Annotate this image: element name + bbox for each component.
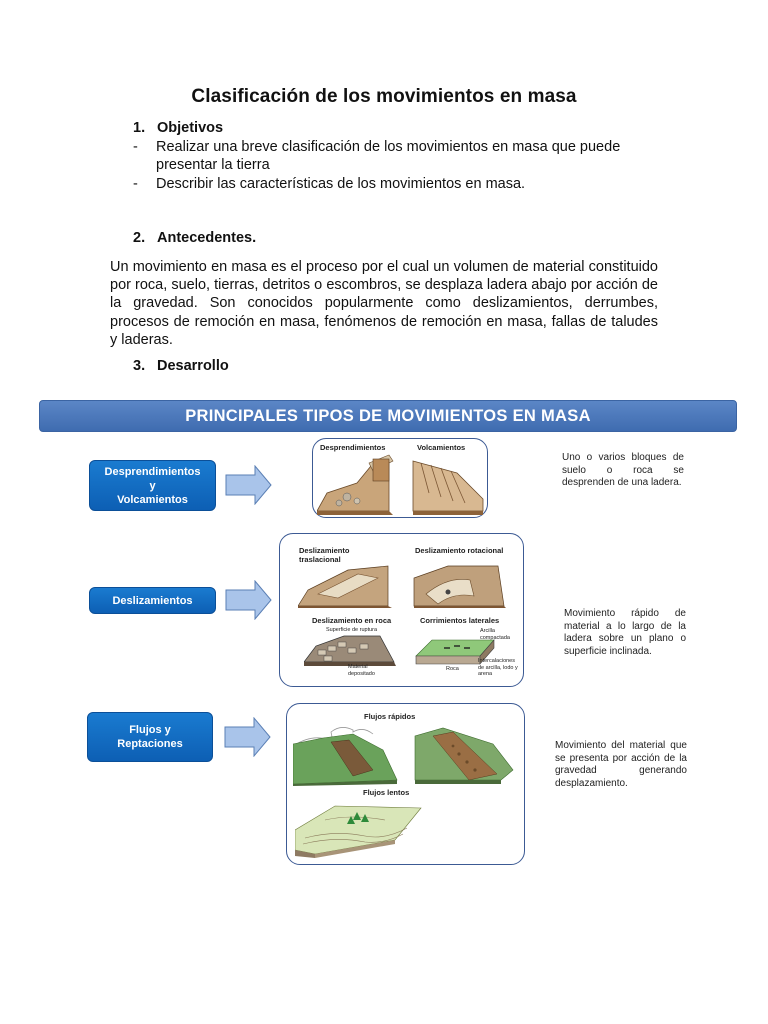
slow-flow-illustration (295, 800, 425, 858)
section-number: 3. (133, 358, 146, 374)
category-deslizamientos-box (89, 587, 216, 614)
illustration-small-label: Arcilla compactada (480, 628, 510, 641)
category-line: Desprendimientos (104, 465, 201, 478)
translational-rotational-slide-illustration (298, 564, 508, 608)
objective-bullet-1 (133, 138, 658, 174)
illustration-label: Deslizamiento en roca (312, 616, 392, 625)
description-deslizamientos: Movimiento rápido de material a lo largo de la ladera sobre un plano o superficie inclinada. (564, 608, 686, 657)
rockfall-toppling-illustration (317, 453, 485, 515)
illustration-label: Volcamientos (417, 443, 466, 452)
illustration-label: Flujos rápidos (364, 712, 416, 721)
illustration-box-flujos (286, 703, 525, 865)
category-line: Flujos y (129, 724, 171, 736)
illustration-small-label: Superficie de ruptura (326, 627, 378, 633)
category-line: Reptaciones (117, 738, 183, 750)
category-flujos-box (87, 712, 213, 762)
document-title: Clasificación de los movimientos en masa (191, 86, 577, 107)
illustration-small-label: Material depositado (348, 664, 375, 677)
figure-banner: PRINCIPALES TIPOS DE MOVIMIENTOS EN MASA (39, 400, 737, 432)
illustration-box-desprendimientos (312, 438, 488, 518)
section-title: Antecedentes. (157, 230, 257, 246)
bullet-text: Realizar una breve clasificación de los movimientos en masa que puede presentar la tierra (156, 139, 621, 173)
illustration-box-deslizamientos (279, 533, 524, 687)
category-line: Volcamientos (117, 493, 188, 506)
bullet-dash: - (133, 139, 138, 155)
category-line: y (149, 479, 156, 492)
rock-slide-lateral-spread-illustration (304, 634, 504, 668)
rapid-flow-illustration (293, 724, 519, 786)
section-antecedentes-heading (133, 230, 256, 246)
section-title: Objetivos (157, 120, 224, 136)
section-objetivos-heading (133, 120, 223, 136)
illustration-label: Flujos lentos (363, 788, 410, 797)
bullet-dash: - (133, 176, 138, 192)
section-title: Desarrollo (157, 358, 229, 374)
section-number: 2. (133, 230, 146, 246)
section-number: 1. (133, 120, 146, 136)
illustration-label: Corrimientos laterales (420, 616, 500, 625)
right-arrow-icon (225, 465, 273, 505)
illustration-label: Deslizamiento rotacional (415, 546, 504, 555)
right-arrow-icon (225, 580, 273, 620)
bullet-text: Describir las características de los movimientos en masa. (156, 176, 526, 192)
description-desprendimientos: Uno o varios bloques de suelo o roca se desprenden de una ladera. (562, 452, 684, 489)
illustration-small-label: Intercalaciones de arcilla, lodo y arena (478, 658, 518, 677)
objective-bullet-2 (133, 175, 658, 193)
illustration-small-label: Roca (446, 666, 459, 672)
illustration-label: Deslizamiento traslacional (299, 546, 350, 564)
category-desprendimientos-box (89, 460, 216, 511)
category-line: Deslizamientos (112, 594, 193, 607)
description-flujos: Movimiento del material que se presenta por acción de la gravedad generando desplazamiento. (555, 740, 687, 789)
antecedentes-paragraph: Un movimiento en masa es el proceso por el cual un volumen de material constituido por roca, suelo, tierras, detritos o escombros, se desplaza ladera abajo por acción de la gravedad. Son conocidos popularmente como deslizamientos, derrumbes, procesos de remoción en masa, fenómenos de remoción en masa, fallas de taludes y laderas. (110, 259, 658, 348)
illustration-label: Desprendimientos (320, 443, 386, 452)
right-arrow-icon (224, 717, 272, 757)
section-desarrollo-heading (133, 358, 229, 374)
